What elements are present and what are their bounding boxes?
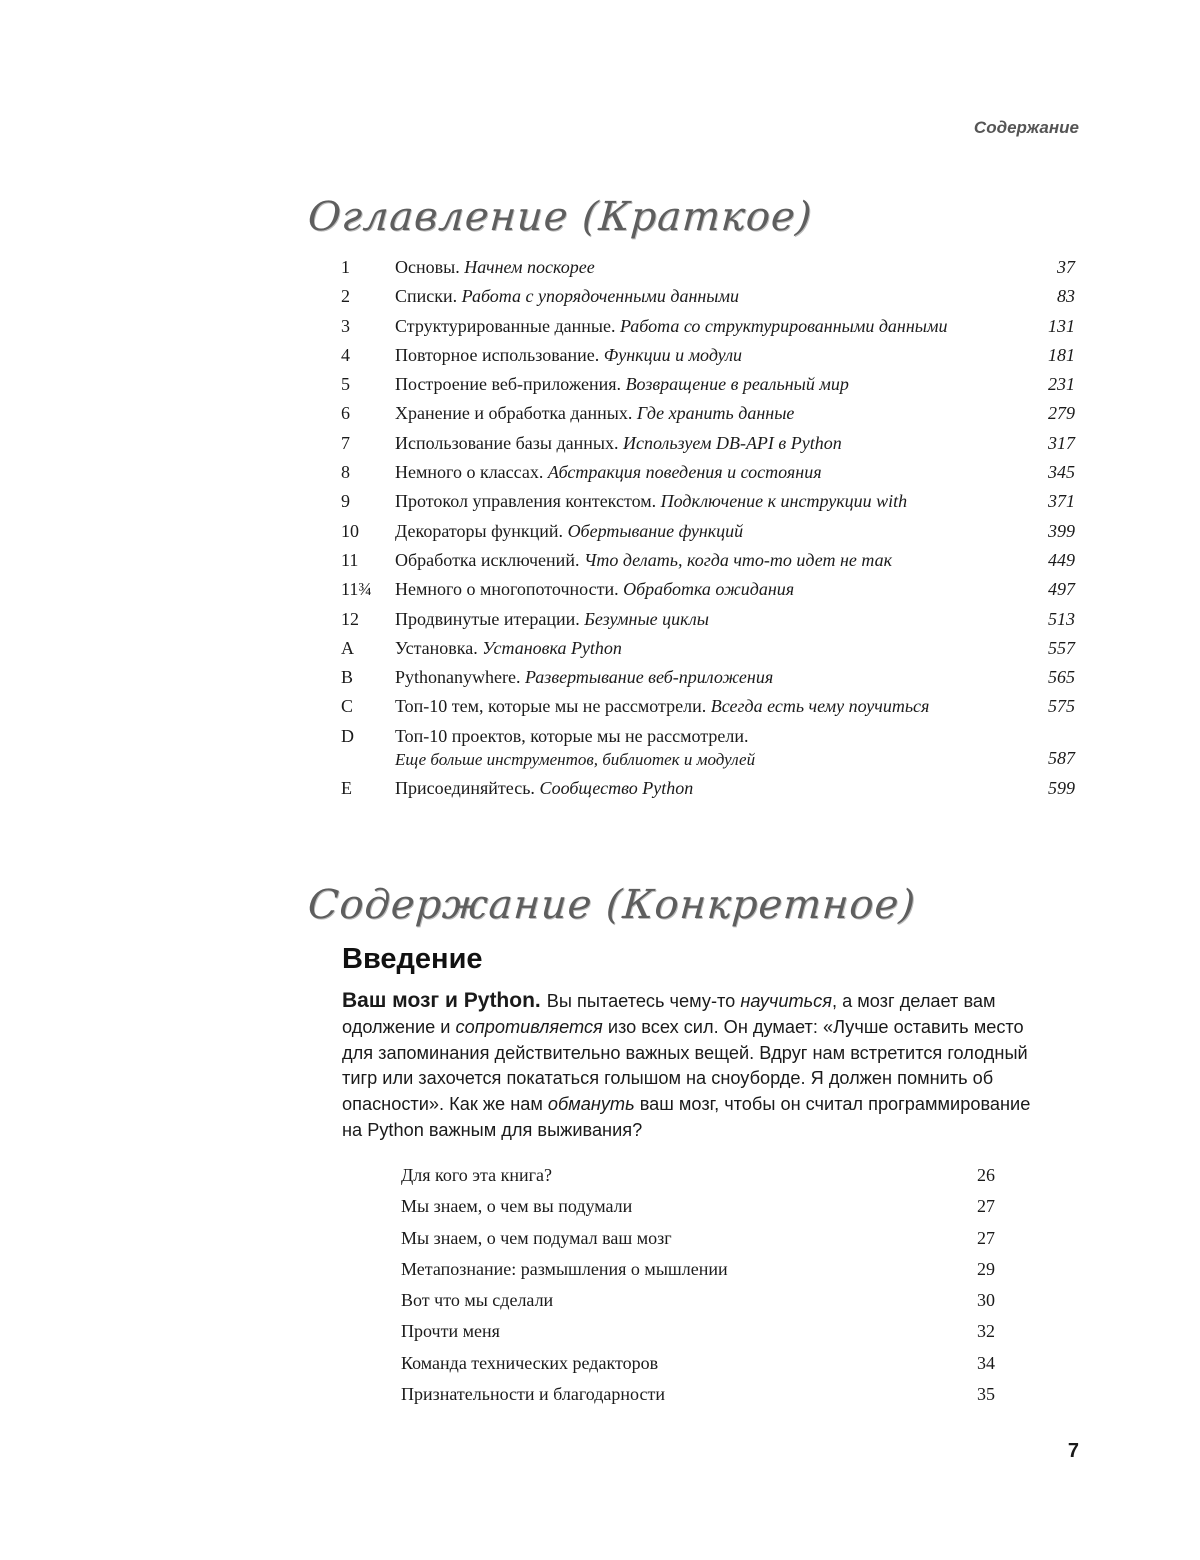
chapter-page: 497 — [1048, 579, 1075, 600]
chapter-subtitle: Где хранить данные — [636, 403, 795, 424]
chapter-title-block — [395, 664, 1007, 690]
chapter-page: 231 — [1048, 374, 1075, 395]
chapter-title: Структурированные данные. — [395, 315, 616, 336]
toc-entry[interactable] — [401, 1255, 997, 1286]
chapter-number: 5 — [341, 374, 350, 395]
toc-entry[interactable] — [341, 723, 1077, 775]
toc-entry[interactable] — [341, 488, 1077, 517]
intro-text: ваш мозг, чтобы он считал программирование на Python важным для выживания? — [342, 1094, 1031, 1140]
entry-page: 35 — [977, 1384, 995, 1405]
chapter-subtitle: Подключение к инструкции with — [660, 491, 908, 512]
chapter-subtitle: Работа с упорядоченными данными — [461, 286, 739, 307]
entry-page: 26 — [977, 1165, 995, 1185]
toc-entry[interactable] — [341, 635, 1077, 664]
chapter-title-block — [395, 488, 1007, 514]
chapter-page: 345 — [1048, 462, 1075, 483]
toc-entry[interactable] — [401, 1317, 997, 1348]
chapter-title-block — [395, 518, 1007, 544]
intro-text: Вы пытаетесь чему-то — [546, 991, 741, 1011]
intro-text: изо всех сил. Он думает: «Лучше оставить место для запоминания действительно важных вещей. Вдруг нам встретится голодный тигр или захочется покататься голышом на сноуборде. Я должен помнить об опасности». Как же нам — [342, 1016, 1028, 1115]
entry-page: 30 — [977, 1290, 995, 1311]
chapter-subtitle: Используем DB-API в Python — [622, 432, 842, 453]
chapter-page: 317 — [1048, 432, 1075, 453]
intro-emphasis: обмануть — [547, 1094, 635, 1115]
entry-title: Для кого эта книга? — [401, 1165, 552, 1185]
chapter-title: Использование базы данных. — [395, 432, 619, 453]
chapter-number: C — [341, 696, 354, 717]
toc-entry[interactable] — [341, 693, 1077, 722]
chapter-title: Обработка исключений. — [395, 549, 580, 570]
brief-toc-title: Оглавление (Краткое) — [306, 194, 815, 240]
intro-section-heading: Введение — [342, 943, 483, 975]
toc-entry[interactable] — [341, 342, 1077, 371]
intro-emphasis: сопротивляется — [455, 1016, 603, 1037]
chapter-subtitle: Возвращение в реальный мир — [625, 374, 849, 395]
chapter-number: 10 — [341, 520, 359, 541]
toc-entry[interactable] — [341, 430, 1077, 459]
chapter-number: 9 — [341, 491, 350, 512]
toc-entry[interactable] — [341, 775, 1077, 804]
chapter-title: Протокол управления контекстом. — [395, 491, 657, 512]
toc-entry[interactable] — [341, 371, 1077, 400]
intro-paragraph — [342, 988, 1032, 1144]
chapter-title: Немного о классах. — [395, 462, 544, 483]
entry-title: Признательности и благодарности — [401, 1384, 665, 1405]
chapter-subtitle: Функции и модули — [603, 344, 743, 365]
entry-title: Мы знаем, о чем вы подумали — [401, 1196, 633, 1217]
toc-entry[interactable] — [341, 576, 1077, 605]
chapter-page: 83 — [1057, 286, 1075, 307]
chapter-title: Хранение и обработка данных. — [395, 403, 633, 424]
chapter-page: 37 — [1057, 257, 1075, 277]
entry-page: 34 — [977, 1352, 995, 1373]
chapter-number: 12 — [341, 608, 359, 629]
chapter-number: 8 — [341, 462, 350, 483]
chapter-subtitle: Абстракция поведения и состояния — [547, 462, 822, 483]
toc-entry[interactable] — [401, 1224, 997, 1255]
toc-entry[interactable] — [401, 1286, 997, 1317]
toc-entry[interactable] — [341, 518, 1077, 547]
chapter-subtitle: Установка Python — [482, 637, 622, 658]
chapter-subtitle: Безумные циклы — [584, 608, 709, 629]
chapter-page: 513 — [1048, 608, 1075, 629]
chapter-subtitle: Начнем поскорее — [464, 257, 595, 277]
chapter-page: 449 — [1048, 549, 1075, 570]
chapter-title-block — [395, 576, 1007, 602]
chapter-number: A — [341, 637, 354, 658]
toc-entry[interactable] — [401, 1192, 997, 1223]
chapter-number: 11 — [341, 549, 359, 570]
chapter-title-block — [395, 400, 1007, 426]
toc-entry[interactable] — [341, 459, 1077, 488]
chapter-number: 6 — [341, 403, 350, 424]
chapter-title-block — [395, 283, 1007, 309]
chapter-page: 565 — [1048, 667, 1075, 688]
toc-entry[interactable] — [341, 547, 1077, 576]
chapter-title: Продвинутые итерации. — [395, 608, 580, 629]
chapter-title: Немного о многопоточности. — [395, 579, 619, 600]
chapter-title: Декораторы функций. — [395, 520, 564, 541]
chapter-title-block — [395, 371, 1007, 397]
chapter-page: 279 — [1048, 403, 1075, 424]
chapter-number: 3 — [341, 315, 350, 336]
chapter-title: Топ-10 проектов, которые мы не рассмотрели. — [395, 725, 749, 746]
chapter-number: 4 — [341, 344, 350, 365]
detail-toc-list — [401, 1161, 997, 1411]
chapter-title-block — [395, 723, 1007, 771]
entry-title: Метапознание: размышления о мышлении — [401, 1258, 728, 1279]
chapter-title-block — [395, 606, 1007, 632]
chapter-subtitle: Сообщество Python — [539, 777, 694, 798]
entry-title: Вот что мы сделали — [401, 1290, 554, 1311]
toc-entry[interactable] — [341, 254, 1077, 283]
chapter-number: 2 — [341, 286, 350, 307]
chapter-title: Повторное использование. — [395, 344, 600, 365]
entry-title: Мы знаем, о чем подумал ваш мозг — [401, 1227, 672, 1248]
entry-page: 29 — [977, 1258, 995, 1279]
chapter-number: 11¾ — [341, 579, 372, 600]
chapter-subtitle: Что делать, когда что-то идет не так — [583, 549, 893, 570]
chapter-subtitle: Развертывание веб-приложения — [524, 667, 774, 688]
chapter-number: E — [341, 777, 352, 798]
chapter-number: D — [341, 725, 354, 746]
chapter-title: Установка. — [395, 637, 478, 658]
chapter-title: Топ-10 тем, которые мы не рассмотрели. — [395, 696, 707, 717]
chapter-subtitle: Обработка ожидания — [623, 579, 795, 600]
entry-title: Прочти меня — [401, 1321, 500, 1342]
chapter-number: 1 — [341, 257, 350, 277]
chapter-title-block — [395, 254, 1007, 280]
toc-entry[interactable] — [341, 400, 1077, 429]
chapter-title-block — [395, 635, 1007, 661]
chapter-page: 587 — [1048, 747, 1075, 768]
chapter-title-block — [395, 430, 1007, 456]
entry-page: 27 — [977, 1227, 995, 1248]
intro-lead: Ваш мозг и Python. — [342, 989, 541, 1012]
running-head: Содержание — [973, 118, 1079, 137]
page-number: 7 — [1067, 1440, 1079, 1462]
chapter-subtitle: Работа со структурированными данными — [619, 315, 948, 336]
chapter-title: Основы. — [395, 257, 460, 277]
chapter-title-block — [395, 693, 1007, 719]
chapter-title: Списки. — [395, 286, 458, 307]
toc-entry[interactable] — [341, 313, 1077, 342]
chapter-subtitle: Обертывание функций — [567, 520, 744, 541]
chapter-subtitle: Еще больше инструментов, библиотек и модулей — [395, 749, 756, 769]
chapter-title-block — [395, 313, 1007, 339]
chapter-title: Построение веб-приложения. — [395, 374, 622, 395]
chapter-title-block — [395, 775, 1007, 801]
chapter-page: 399 — [1048, 520, 1075, 541]
intro-text: , а мозг делает вам одолжение и — [342, 991, 996, 1037]
toc-entry[interactable] — [401, 1349, 997, 1380]
chapter-title: Pythonanywhere. — [395, 667, 521, 688]
chapter-title: Присоединяйтесь. — [395, 777, 535, 798]
chapter-page: 371 — [1048, 491, 1075, 512]
chapter-page: 131 — [1048, 315, 1075, 336]
chapter-page: 575 — [1048, 696, 1075, 717]
chapter-title-block — [395, 459, 1007, 485]
chapter-page: 557 — [1048, 637, 1075, 658]
toc-entry[interactable] — [341, 664, 1077, 693]
entry-page: 32 — [977, 1321, 995, 1342]
chapter-subtitle: Всегда есть чему поучиться — [710, 696, 930, 717]
entry-title: Команда технических редакторов — [401, 1352, 659, 1373]
brief-toc-list — [341, 254, 1077, 804]
toc-entry[interactable] — [341, 283, 1077, 312]
chapter-number: 7 — [341, 432, 350, 453]
intro-emphasis: научиться — [740, 991, 832, 1011]
toc-entry[interactable] — [401, 1380, 997, 1411]
chapter-title-block — [395, 342, 1007, 368]
chapter-page: 181 — [1048, 344, 1075, 365]
toc-entry[interactable] — [341, 606, 1077, 635]
detail-toc-title: Содержание (Конкретное) — [306, 882, 918, 928]
chapter-page: 599 — [1048, 777, 1075, 798]
toc-entry[interactable] — [401, 1161, 997, 1192]
entry-page: 27 — [977, 1196, 995, 1217]
chapter-number: B — [341, 667, 354, 688]
chapter-title-block — [395, 547, 1007, 573]
